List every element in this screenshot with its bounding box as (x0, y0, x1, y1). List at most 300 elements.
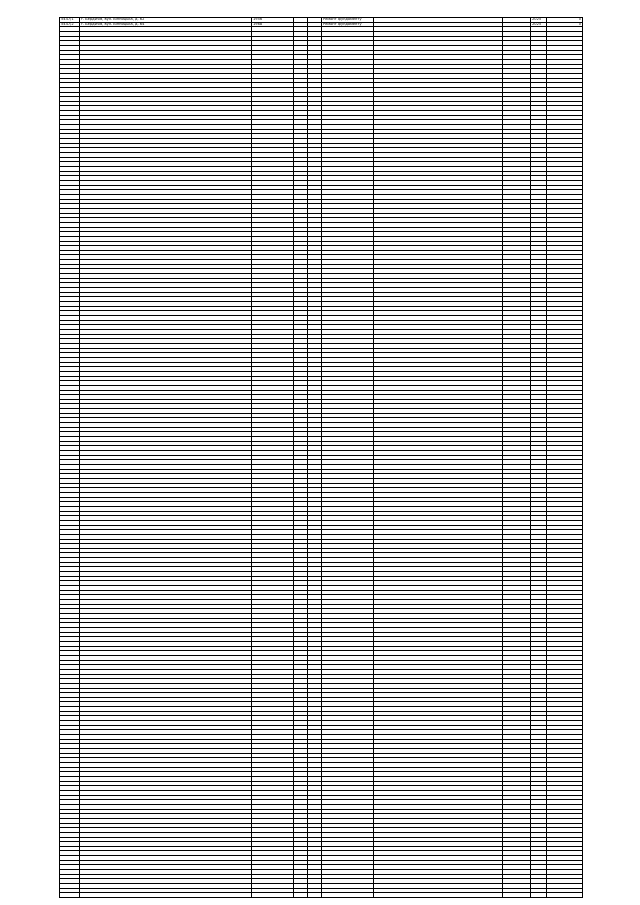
address-cell (80, 176, 252, 180)
row-number (60, 74, 80, 78)
value-cell (547, 102, 582, 106)
extra-b-cell (308, 446, 322, 450)
row-number (60, 363, 80, 367)
spacer-cell (374, 777, 503, 781)
value-cell (547, 838, 582, 842)
extra-b-cell (308, 130, 322, 134)
address-cell (80, 51, 252, 55)
row-number (60, 209, 80, 213)
address-cell (80, 679, 252, 683)
spacer-cell (374, 88, 503, 92)
address-cell (80, 372, 252, 376)
plan-year-cell (531, 553, 547, 557)
extra-a-cell (294, 744, 308, 748)
plan-year-cell (531, 41, 547, 45)
spacer-cell (374, 675, 503, 679)
spacer-cell (374, 796, 503, 800)
amount-cell (503, 321, 531, 325)
address-cell (80, 120, 252, 124)
value-cell (547, 851, 582, 855)
plan-year-cell (531, 437, 547, 441)
value-cell (547, 828, 582, 832)
value-cell (547, 269, 582, 273)
spacer-cell (374, 456, 503, 460)
year-cell (252, 847, 294, 851)
plan-year-cell (531, 325, 547, 329)
work-type-cell (322, 810, 374, 814)
spacer-cell (374, 623, 503, 627)
work-type-cell (322, 842, 374, 846)
extra-b-cell (308, 251, 322, 255)
row-number (60, 712, 80, 716)
extra-b-cell (308, 572, 322, 576)
value-cell (547, 428, 582, 432)
plan-year-cell (531, 526, 547, 530)
work-type-cell (322, 521, 374, 525)
spacer-cell (374, 549, 503, 553)
work-type-cell (322, 139, 374, 143)
address-cell (80, 484, 252, 488)
address-cell (80, 316, 252, 320)
spacer-cell (374, 148, 503, 152)
row-number (60, 721, 80, 725)
extra-b-cell (308, 162, 322, 166)
value-cell (547, 791, 582, 795)
value-cell (547, 325, 582, 329)
amount-cell (503, 838, 531, 842)
work-type-cell (322, 153, 374, 157)
plan-year-cell (531, 679, 547, 683)
year-cell (252, 176, 294, 180)
spacer-cell (374, 46, 503, 50)
value-cell (547, 181, 582, 185)
extra-a-cell (294, 558, 308, 562)
address-cell (80, 782, 252, 786)
row-number (60, 167, 80, 171)
value-cell (547, 661, 582, 665)
extra-a-cell (294, 805, 308, 809)
year-cell (252, 535, 294, 539)
year-cell (252, 712, 294, 716)
address-cell (80, 293, 252, 297)
plan-year-cell (531, 754, 547, 758)
spacer-cell (374, 819, 503, 823)
value-cell (547, 805, 582, 809)
amount-cell (503, 521, 531, 525)
value-cell (547, 540, 582, 544)
amount-cell (503, 120, 531, 124)
plan-year-cell (531, 195, 547, 199)
amount-cell (503, 810, 531, 814)
amount-cell (503, 884, 531, 888)
year-cell (252, 833, 294, 837)
amount-cell (503, 786, 531, 790)
address-cell (80, 572, 252, 576)
value-cell (547, 889, 582, 893)
year-cell (252, 800, 294, 804)
work-type-cell (322, 637, 374, 641)
spacer-cell (374, 214, 503, 218)
extra-b-cell (308, 242, 322, 246)
plan-year-cell (531, 335, 547, 339)
address-cell (80, 810, 252, 814)
spacer-cell (374, 200, 503, 204)
year-cell (252, 591, 294, 595)
address-cell (80, 763, 252, 767)
work-type-cell (322, 223, 374, 227)
work-type-cell (322, 535, 374, 539)
value-cell (547, 446, 582, 450)
value-cell (547, 79, 582, 83)
extra-a-cell (294, 498, 308, 502)
plan-year-cell (531, 647, 547, 651)
work-type-cell (322, 414, 374, 418)
plan-year-cell (531, 740, 547, 744)
year-cell (252, 670, 294, 674)
address-cell (80, 228, 252, 232)
value-cell (547, 782, 582, 786)
amount-cell (503, 367, 531, 371)
address-cell (80, 637, 252, 641)
spacer-cell (374, 400, 503, 404)
work-type-cell (322, 400, 374, 404)
plan-year-cell (531, 768, 547, 772)
year-cell (252, 274, 294, 278)
spacer-cell (374, 311, 503, 315)
extra-a-cell (294, 591, 308, 595)
extra-a-cell (294, 148, 308, 152)
plan-year-cell (531, 344, 547, 348)
value-cell (547, 726, 582, 730)
work-type-cell (322, 712, 374, 716)
work-type-cell (322, 181, 374, 185)
plan-year-cell (531, 167, 547, 171)
extra-a-cell (294, 526, 308, 530)
extra-a-cell (294, 158, 308, 162)
plan-year-cell (531, 847, 547, 851)
year-cell (252, 842, 294, 846)
address-cell (80, 134, 252, 138)
value-cell (547, 297, 582, 301)
plan-year-cell (531, 540, 547, 544)
plan-year-cell (531, 32, 547, 36)
value-cell (547, 139, 582, 143)
spacer-cell (374, 255, 503, 259)
extra-a-cell (294, 311, 308, 315)
work-type-cell (322, 186, 374, 190)
work-type-cell (322, 661, 374, 665)
row-number (60, 735, 80, 739)
amount-cell (503, 651, 531, 655)
work-type-cell (322, 572, 374, 576)
amount-cell (503, 526, 531, 530)
row-number (60, 549, 80, 553)
amount-cell (503, 223, 531, 227)
value-cell (547, 120, 582, 124)
address-cell (80, 721, 252, 725)
extra-b-cell (308, 791, 322, 795)
address-cell (80, 79, 252, 83)
spacer-cell (374, 619, 503, 623)
spacer-cell (374, 102, 503, 106)
spacer-cell (374, 139, 503, 143)
address-cell (80, 381, 252, 385)
plan-year-cell (531, 656, 547, 660)
address-cell (80, 158, 252, 162)
extra-b-cell (308, 153, 322, 157)
plan-year-cell (531, 451, 547, 455)
year-cell (252, 381, 294, 385)
year-cell (252, 237, 294, 241)
amount-cell (503, 516, 531, 520)
plan-year-cell (531, 851, 547, 855)
extra-b-cell (308, 656, 322, 660)
year-cell (252, 158, 294, 162)
plan-year-cell: 2025 (531, 23, 547, 27)
address-cell (80, 200, 252, 204)
work-type-cell (322, 37, 374, 41)
work-type-cell (322, 721, 374, 725)
year-cell (252, 283, 294, 287)
extra-b-cell (308, 628, 322, 632)
year-cell (252, 307, 294, 311)
value-cell (547, 586, 582, 590)
row-number (60, 768, 80, 772)
plan-year-cell (531, 893, 547, 897)
value-cell (547, 814, 582, 818)
extra-a-cell (294, 581, 308, 585)
address-cell (80, 41, 252, 45)
amount-cell (503, 484, 531, 488)
year-cell (252, 269, 294, 273)
value-cell (547, 712, 582, 716)
year-cell (252, 228, 294, 232)
address-cell (80, 423, 252, 427)
plan-year-cell (531, 93, 547, 97)
amount-cell (503, 474, 531, 478)
spacer-cell (374, 65, 503, 69)
amount-cell (503, 726, 531, 730)
row-number (60, 893, 80, 897)
year-cell (252, 791, 294, 795)
extra-b-cell (308, 698, 322, 702)
extra-b-cell (308, 93, 322, 97)
amount-cell (503, 777, 531, 781)
year-cell (252, 498, 294, 502)
value-cell (547, 693, 582, 697)
address-cell (80, 209, 252, 213)
spacer-cell (374, 577, 503, 581)
address-cell (80, 516, 252, 520)
plan-year-cell (531, 702, 547, 706)
extra-b-cell (308, 721, 322, 725)
value-cell (547, 27, 582, 31)
extra-b-cell (308, 530, 322, 534)
value-cell (547, 721, 582, 725)
year-cell (252, 474, 294, 478)
spacer-cell (374, 60, 503, 64)
extra-a-cell (294, 190, 308, 194)
address-cell (80, 148, 252, 152)
plan-year-cell (531, 125, 547, 129)
plan-year-cell (531, 102, 547, 106)
extra-a-cell (294, 176, 308, 180)
spacer-cell (374, 484, 503, 488)
amount-cell (503, 637, 531, 641)
value-cell (547, 600, 582, 604)
year-cell (252, 824, 294, 828)
value-cell (547, 148, 582, 152)
row-number (60, 530, 80, 534)
work-type-cell (322, 567, 374, 571)
address-cell (80, 558, 252, 562)
extra-b-cell (308, 358, 322, 362)
extra-b-cell (308, 102, 322, 106)
work-type-cell (322, 204, 374, 208)
work-type-cell (322, 148, 374, 152)
amount-cell (503, 381, 531, 385)
plan-year-cell (531, 176, 547, 180)
plan-year-cell (531, 479, 547, 483)
work-type-cell (322, 288, 374, 292)
year-cell (252, 889, 294, 893)
year-cell (252, 609, 294, 613)
extra-b-cell (308, 60, 322, 64)
row-number: 5447/1 (60, 18, 80, 22)
plan-year-cell (531, 782, 547, 786)
address-cell (80, 796, 252, 800)
row-number (60, 176, 80, 180)
amount-cell (503, 563, 531, 567)
plan-year-cell (531, 442, 547, 446)
spacer-cell (374, 260, 503, 264)
value-cell (547, 637, 582, 641)
plan-year-cell (531, 633, 547, 637)
extra-a-cell (294, 586, 308, 590)
row-number (60, 558, 80, 562)
amount-cell (503, 65, 531, 69)
extra-a-cell (294, 269, 308, 273)
spacer-cell (374, 23, 503, 27)
amount-cell (503, 18, 531, 22)
address-cell (80, 139, 252, 143)
year-cell (252, 819, 294, 823)
row-number (60, 367, 80, 371)
row-number (60, 842, 80, 846)
year-cell (252, 744, 294, 748)
amount-cell (503, 567, 531, 571)
work-type-cell (322, 484, 374, 488)
plan-year-cell (531, 763, 547, 767)
spacer-cell (374, 595, 503, 599)
address-cell (80, 65, 252, 69)
spacer-cell (374, 307, 503, 311)
spacer-cell (374, 330, 503, 334)
plan-year-cell (531, 879, 547, 883)
value-cell (547, 451, 582, 455)
value-cell (547, 754, 582, 758)
plan-year-cell (531, 46, 547, 50)
address-cell (80, 409, 252, 413)
amount-cell (503, 549, 531, 553)
amount-cell (503, 763, 531, 767)
value-cell (547, 800, 582, 804)
year-cell (252, 293, 294, 297)
address-cell (80, 567, 252, 571)
amount-cell (503, 633, 531, 637)
value-cell (547, 349, 582, 353)
row-number (60, 824, 80, 828)
work-type-cell (322, 162, 374, 166)
plan-year-cell (531, 204, 547, 208)
extra-b-cell (308, 521, 322, 525)
row-number (60, 442, 80, 446)
year-cell (252, 623, 294, 627)
extra-a-cell (294, 344, 308, 348)
spacer-cell (374, 800, 503, 804)
row-number (60, 377, 80, 381)
extra-b-cell (308, 772, 322, 776)
spacer-cell (374, 358, 503, 362)
spacer-cell (374, 279, 503, 283)
amount-cell (503, 97, 531, 101)
amount-cell (503, 451, 531, 455)
extra-a-cell (294, 232, 308, 236)
address-cell (80, 879, 252, 883)
amount-cell (503, 558, 531, 562)
address-cell (80, 875, 252, 879)
spacer-cell (374, 605, 503, 609)
year-cell (252, 828, 294, 832)
spacer-cell (374, 526, 503, 530)
extra-b-cell (308, 255, 322, 259)
extra-b-cell (308, 861, 322, 865)
extra-a-cell (294, 316, 308, 320)
plan-year-cell (531, 842, 547, 846)
extra-a-cell (294, 698, 308, 702)
extra-b-cell (308, 432, 322, 436)
extra-b-cell (308, 181, 322, 185)
plan-year-cell (531, 865, 547, 869)
year-cell (252, 97, 294, 101)
plan-year-cell (531, 651, 547, 655)
extra-a-cell (294, 102, 308, 106)
amount-cell (503, 349, 531, 353)
spacer-cell (374, 423, 503, 427)
spacer-cell (374, 204, 503, 208)
amount-cell (503, 861, 531, 865)
amount-cell (503, 200, 531, 204)
work-type-cell (322, 325, 374, 329)
extra-a-cell (294, 186, 308, 190)
extra-b-cell (308, 404, 322, 408)
amount-cell (503, 274, 531, 278)
spacer-cell (374, 716, 503, 720)
extra-a-cell (294, 712, 308, 716)
address-cell (80, 814, 252, 818)
amount-cell (503, 186, 531, 190)
amount-cell (503, 106, 531, 110)
row-number (60, 679, 80, 683)
spacer-cell (374, 442, 503, 446)
spacer-cell (374, 763, 503, 767)
extra-b-cell (308, 642, 322, 646)
row-number (60, 665, 80, 669)
extra-b-cell (308, 679, 322, 683)
spacer-cell (374, 656, 503, 660)
plan-year-cell (531, 870, 547, 874)
amount-cell (503, 139, 531, 143)
